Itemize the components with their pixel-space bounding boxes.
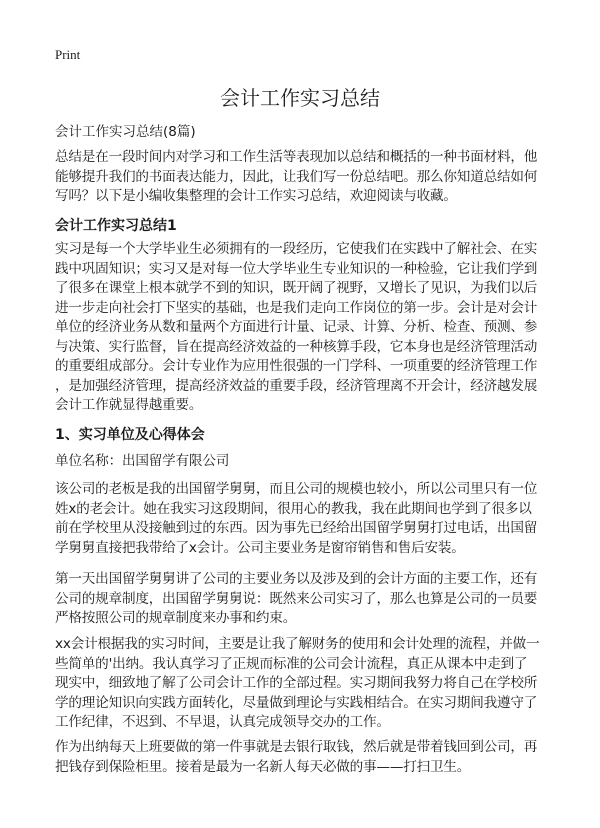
text-line: 第一天出国留学舅舅讲了公司的主要业务以及涉及到的会计方面的主要工作，还有: [55, 571, 538, 587]
text-line: 能够提升我们的书面表达能力，因此，让我们写一份总结吧。那么你知道总结如何: [55, 168, 538, 185]
paragraph: [55, 240, 555, 416]
text-line: 公司的规章制度，出国留学舅舅说：既然来公司实习了，那么也算是公司的一员要: [55, 590, 538, 607]
text-line: 作为出纳每天上班要做的第一件事就是去银行取钱，然后就是带着钱回到公司，再: [55, 739, 538, 755]
text-line: 实习是每一个大学毕业生必须拥有的一段经历，它使我们在实践中了解社会、在实: [55, 241, 538, 257]
text-line: 现实中，细致地了解了公司会计工作的全部过程。实习期间我努力将自己在学校所: [55, 675, 538, 691]
text-line: 姓x的老会计。她在我实习这段期间，很用心的教我，我在此期间也学到了很多以: [55, 500, 532, 517]
text-line: 与决策、实行监督，旨在提高经济效益的一种核算手段，它本身也是经济管理活动: [55, 338, 538, 355]
text-line: xx会计根据我的实习时间，主要是让我了解财务的使用和会计处理的流程，并做一: [55, 636, 540, 652]
paragraph: [55, 635, 555, 733]
text-line: ，是加强经济管理，提高经济效益的重要手段，经济管理离不开会计，经济越发展: [55, 377, 538, 394]
text-line: 了很多在课堂上根本就学不到的知识，既开阔了视野，又增长了见识，为我们以后: [55, 280, 538, 296]
text-line: 的重要组成部分。会计专业作为应用性很强的一门学科、一项重要的经济管理工作: [55, 358, 538, 374]
intro-paragraph: [55, 148, 555, 207]
text-line: 严格按照公司的规章制度来办事和约束。: [55, 610, 297, 626]
text-line: 工作纪律，不迟到、不早退，认真完成领导交办的工作。: [55, 714, 390, 730]
text-line: 会计工作就显得越重要。: [55, 397, 203, 413]
text-line: 单位的经济业务从数和量两个方面进行计量、记录、计算、分析、检查、预测、参: [55, 319, 538, 335]
page-title: 会计工作实习总结: [220, 86, 380, 110]
paragraph: [55, 480, 555, 558]
unit-name: 单位名称：出国留学有限公司: [55, 453, 230, 469]
text-line: 总结是在一段时间内对学习和工作生活等表现加以总结和概括的一种书面材料，他: [55, 149, 538, 165]
text-line: 进一步走向社会打下坚实的基础，也是我们走向工作岗位的第一步。会计是对会计: [55, 299, 538, 316]
text-line: 学舅舅直接把我带给了x会计。公司主要业务是窗帘销售和售后安装。: [55, 539, 465, 556]
subsection-heading: 1、实习单位及心得体会: [55, 427, 205, 443]
text-line: 该公司的老板是我的出国留学舅舅，而且公司的规模也较小，所以公司里只有一位: [55, 481, 538, 497]
paragraph: [55, 570, 555, 629]
text-line: 把钱存到保险柜里。接着是最为一名新人每天必做的事——打扫卫生。: [55, 758, 471, 775]
text-line: 些简单的'出纳。我认真学习了正规而标准的公司会计流程，真正从课本中走到了: [55, 655, 528, 672]
text-line: 写吗？以下是小编收集整理的会计工作实习总结，欢迎阅读与收藏。: [55, 188, 457, 204]
text-line: 践中巩固知识；实习又是对每一位大学毕业生专业知识的一种检验，它让我们学到: [55, 260, 538, 277]
section-heading: 会计工作实习总结1: [55, 218, 177, 234]
print-link[interactable]: Print: [55, 47, 81, 62]
text-line: 前在学校里从没接触到过的东西。因为事先已经给出国留学舅舅打过电话，出国留: [55, 520, 538, 536]
paragraph: [55, 738, 555, 777]
text-line: 学的理论知识向实践方面转化，尽量做到理论与实践相结合。在实习期间我遵守了: [55, 694, 538, 711]
document-subtitle: 会计工作实习总结(8篇): [55, 124, 196, 140]
